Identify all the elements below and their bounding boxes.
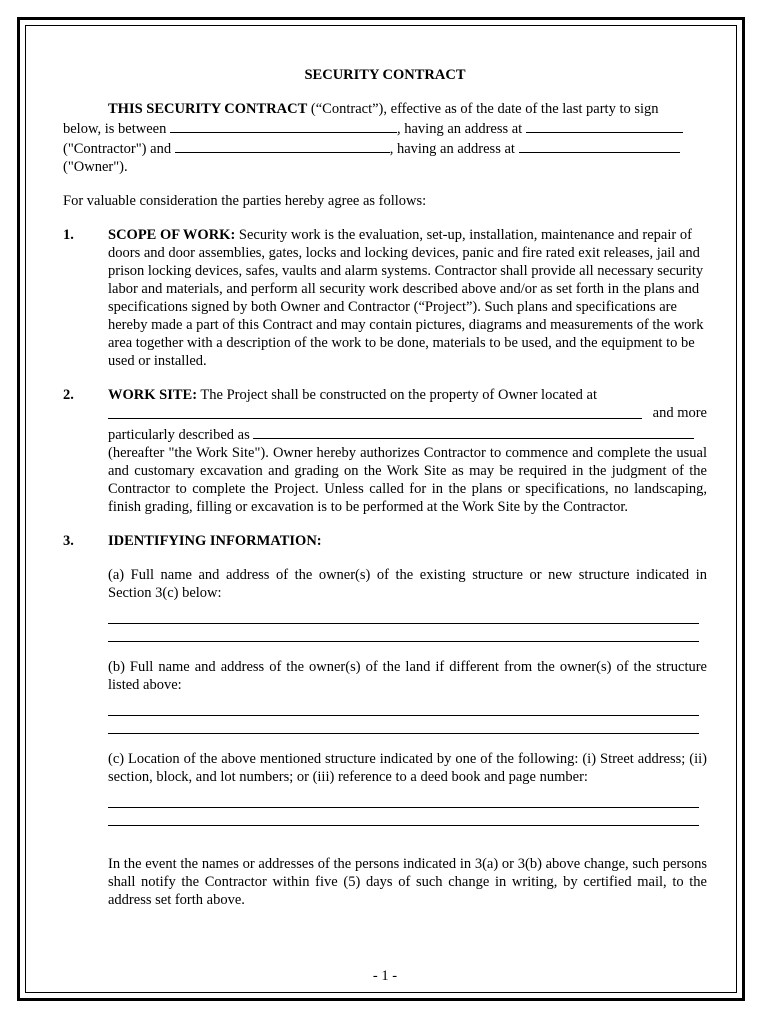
section-3b-text: (b) Full name and address of the owner(s) of the land if different from the owner(s) of the structure listed above: [108, 659, 707, 693]
section-1-text: Security work is the evaluation, set-up, installation, maintenance and repair of doors and door assemblies, gates, locks and locking devices, panic and fire rated exit releases, jail and prison locking devices, safes, vaults and alarm systems. Contractor shall provide all necessary security labor and materials, and perform all security work described above and/or as set forth in the plans and specifications signed by both Owner and Contractor (“Project”). Such plans and specifications are hereby made a part of this Contract and may contain pictures, diagrams and measurements of the work area together with a description of the work to be done, materials to be used, and the equipment to be used or installed. [108, 227, 704, 369]
section-1-number: 1. [63, 227, 74, 243]
section-2-line1: The Project shall be constructed on the property of Owner located at [197, 387, 598, 403]
document-page [63, 66, 707, 909]
section-2-line3-a: particularly described as [108, 427, 254, 443]
intro-line2-a: below, is between [63, 121, 170, 137]
owner-address-blank[interactable] [519, 138, 680, 153]
section-3c-blank-1[interactable] [108, 790, 699, 808]
intro-paragraph [63, 100, 707, 176]
work-site-location-blank[interactable] [108, 404, 642, 419]
section-3-notice: In the event the names or addresses of the persons indicated in 3(a) or 3(b) above change, such persons shall notify the Contractor within five (5) days of such change in writing, by certified mail, to the address set forth above. [108, 856, 707, 908]
document-title: SECURITY CONTRACT [304, 67, 466, 83]
page-number: - 1 - [372, 968, 398, 984]
section-3a-text: (a) Full name and address of the owner(s) of the existing structure or new structure indicated in Section 3(c) below: [108, 567, 707, 601]
section-3c-text: (c) Location of the above mentioned structure indicated by one of the following: (i) Street address; (ii) section, block, and lot numbers; or (iii) reference to a deed book and page number: [108, 751, 707, 785]
section-3-number: 3. [63, 533, 74, 549]
consideration-text: For valuable consideration the parties hereby agree as follows: [63, 193, 427, 209]
intro-line2-b: , having an address at [396, 121, 526, 137]
section-2-number: 2. [63, 387, 74, 403]
section-3a-blank-2[interactable] [108, 624, 699, 642]
section-2-heading: WORK SITE: [108, 387, 198, 403]
contractor-name-blank[interactable] [170, 118, 397, 133]
owner-name-blank[interactable] [175, 138, 390, 153]
section-1-heading: SCOPE OF WORK: [108, 227, 236, 243]
section-2-text: (hereafter "the Work Site"). Owner hereby authorizes Contractor to commence and complete the usual and customary excavation and grading on the Work Site as may be required in the judgment of the Contractor to complete the Project. Unless called for in the plans or specifications, no landscaping, finish grading, filling or excavation is to be performed at the Work Site by the Contractor. [108, 445, 707, 515]
intro-line4: ("Owner"). [63, 159, 128, 175]
intro-line3-a: ("Contractor") and [63, 141, 175, 157]
section-3b-blank-1[interactable] [108, 698, 699, 716]
section-2-line2-tail: and more [652, 405, 707, 421]
intro-line1: (“Contract”), effective as of the date of the last party to sign [307, 101, 659, 117]
section-3 [63, 532, 707, 909]
section-2 [63, 386, 707, 516]
intro-lead: THIS SECURITY CONTRACT [108, 101, 308, 117]
section-3a-blank-1[interactable] [108, 606, 699, 624]
work-site-description-blank[interactable] [253, 424, 694, 439]
section-1 [63, 226, 707, 370]
intro-line3-b: , having an address at [389, 141, 519, 157]
contractor-address-blank[interactable] [526, 118, 683, 133]
section-3c-blank-2[interactable] [108, 808, 699, 826]
section-3-heading: IDENTIFYING INFORMATION: [108, 533, 322, 549]
section-3b-blank-2[interactable] [108, 716, 699, 734]
